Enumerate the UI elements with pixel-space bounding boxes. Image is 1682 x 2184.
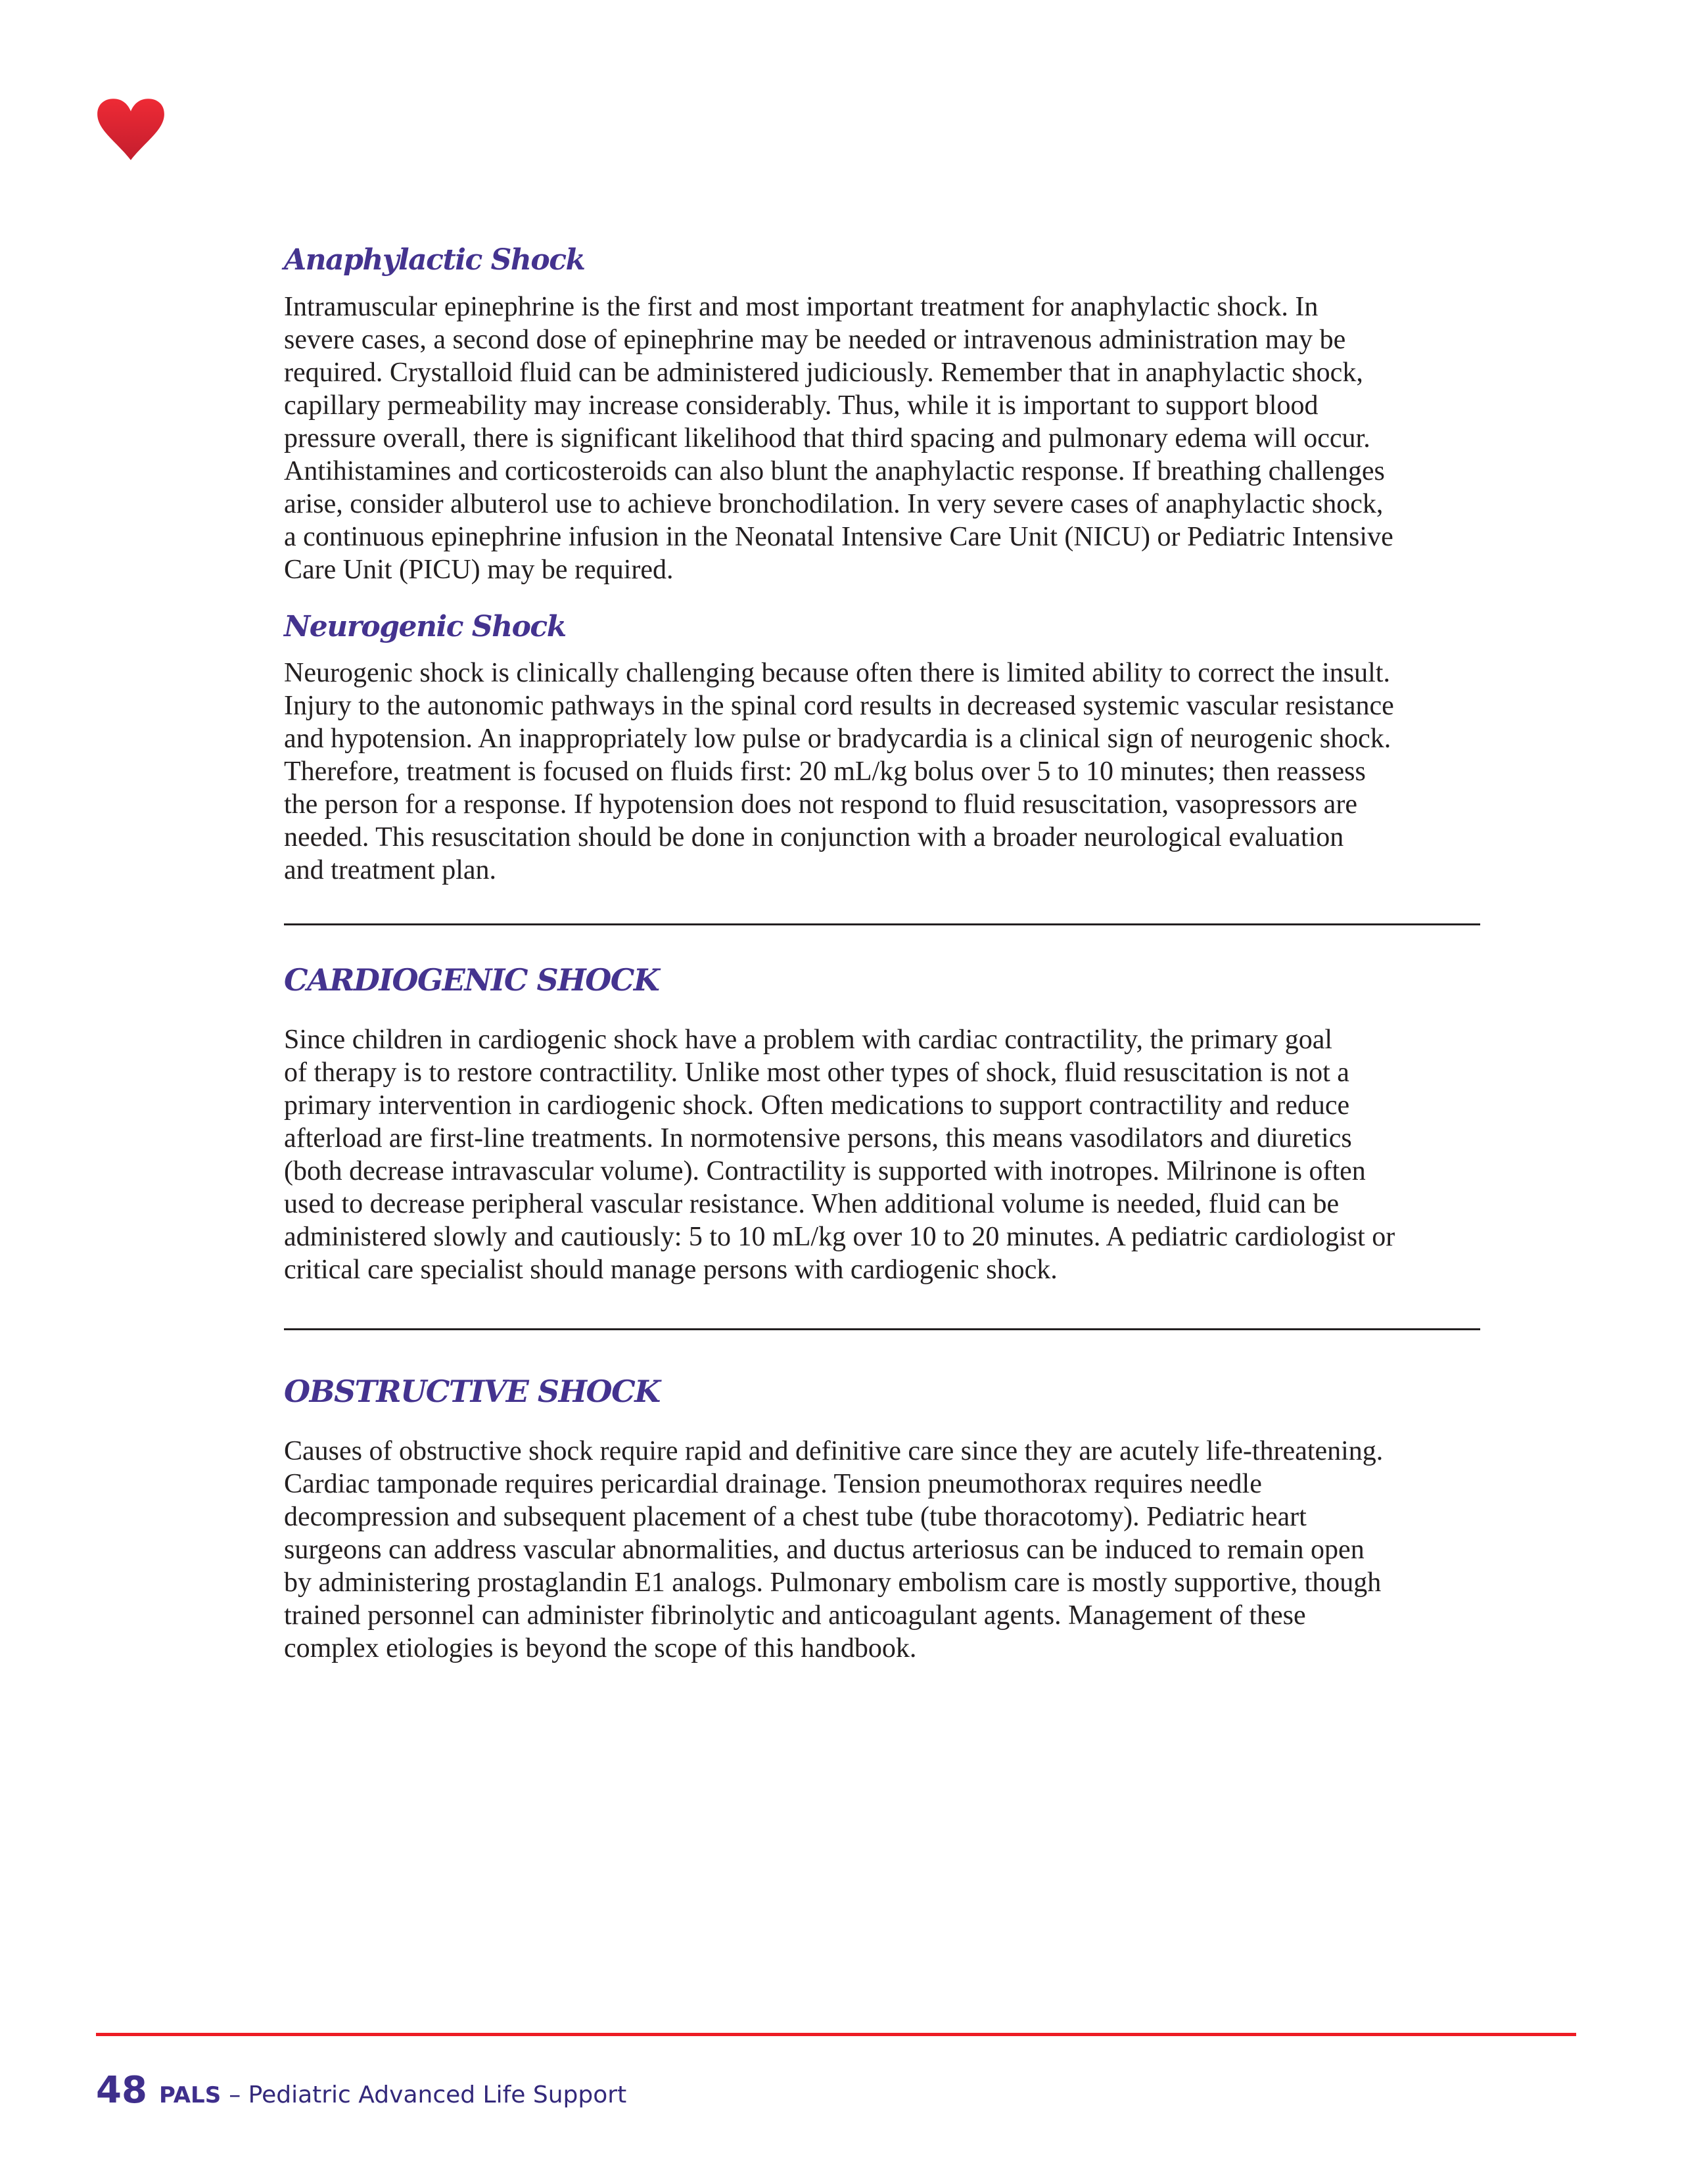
text-line: required. Crystalloid fluid can be administered judiciously. Remember that in anaphylactic shock, [284,358,1363,388]
paragraph-obstructive [284,1435,1383,1665]
text-line: Care Unit (PICU) may be required. [284,555,674,585]
text-line: administered slowly and cautiously: 5 to 10 mL/kg over 10 to 20 minutes. A pediatric cardiologist or [284,1222,1395,1252]
section-divider [284,923,1480,925]
text-line: critical care specialist should manage persons with cardiogenic shock. [284,1255,1058,1285]
text-line: of therapy is to restore contractility. Unlike most other types of shock, fluid resuscitation is not a [284,1057,1349,1088]
text-line: and hypotension. An inappropriately low pulse or bradycardia is a clinical sign of neurogenic shock. [284,724,1391,754]
text-line: Intramuscular epinephrine is the first and most important treatment for anaphylactic shock. In [284,292,1319,322]
text-line: severe cases, a second dose of epinephrine may be needed or intravenous administration may be [284,325,1346,355]
paragraph-neurogenic [284,657,1394,887]
text-line: the person for a response. If hypotension does not respond to fluid resuscitation, vasopressors are [284,789,1357,820]
text-line: primary intervention in cardiogenic shock. Often medications to support contractility and reduce [284,1090,1350,1121]
text-line: and treatment plan. [284,855,497,885]
footer-brand: PALS [158,2082,222,2108]
text-line: needed. This resuscitation should be done in conjunction with a broader neurological evaluation [284,822,1344,852]
text-line: pressure overall, there is significant likelihood that third spacing and pulmonary edema will occur. [284,423,1370,453]
section-divider [284,1328,1480,1330]
text-line: Therefore, treatment is focused on fluids first: 20 mL/kg bolus over 5 to 10 minutes; then reassess [284,756,1366,787]
page-number: 48 [96,2069,147,2112]
text-line: Since children in cardiogenic shock have a problem with cardiac contractility, the primary goal [284,1025,1333,1055]
text-line: decompression and subsequent placement of a chest tube (tube thoracotomy). Pediatric heart [284,1502,1307,1532]
text-line: Antihistamines and corticosteroids can also blunt the anaphylactic response. If breathing challenges [284,456,1385,486]
text-line: surgeons can address vascular abnormalities, and ductus arteriosus can be induced to remain open [284,1535,1365,1565]
text-line: a continuous epinephrine infusion in the Neonatal Intensive Care Unit (NICU) or Pediatric Intensive [284,522,1393,552]
heart-icon [96,99,166,162]
text-line: Injury to the autonomic pathways in the spinal cord results in decreased systemic vascular resistance [284,691,1394,721]
text-line: by administering prostaglandin E1 analogs. Pulmonary embolism care is mostly supportive, though [284,1568,1382,1598]
text-line: (both decrease intravascular volume). Contractility is supported with inotropes. Milrinone is often [284,1156,1366,1186]
text-line: complex etiologies is beyond the scope of this handbook. [284,1633,917,1663]
section-heading-anaphylactic: Anaphylactic Shock [284,243,585,277]
text-line: used to decrease peripheral vascular resistance. When additional volume is needed, fluid can be [284,1189,1340,1219]
text-line: Causes of obstructive shock require rapid and definitive care since they are acutely life-threatening. [284,1436,1384,1466]
paragraph-cardiogenic [284,1023,1395,1286]
section-heading-neurogenic: Neurogenic Shock [284,610,566,643]
text-line: afterload are first-line treatments. In normotensive persons, this means vasodilators and diuretics [284,1123,1352,1153]
footer [96,2069,626,2112]
text-line: Cardiac tamponade requires pericardial drainage. Tension pneumothorax requires needle [284,1469,1262,1499]
paragraph-anaphylactic [284,290,1393,586]
footer-subtitle: – Pediatric Advanced Life Support [229,2081,627,2108]
text-line: trained personnel can administer fibrinolytic and anticoagulant agents. Management of these [284,1600,1306,1631]
footer-divider [96,2033,1576,2036]
text-line: arise, consider albuterol use to achieve bronchodilation. In very severe cases of anaphylactic shock, [284,489,1384,519]
section-heading-cardiogenic: CARDIOGENIC SHOCK [284,962,659,998]
text-line: Neurogenic shock is clinically challenging because often there is limited ability to correct the insult. [284,658,1390,688]
text-line: capillary permeability may increase considerably. Thus, while it is important to support blood [284,390,1319,421]
section-heading-obstructive: OBSTRUCTIVE SHOCK [284,1374,660,1409]
